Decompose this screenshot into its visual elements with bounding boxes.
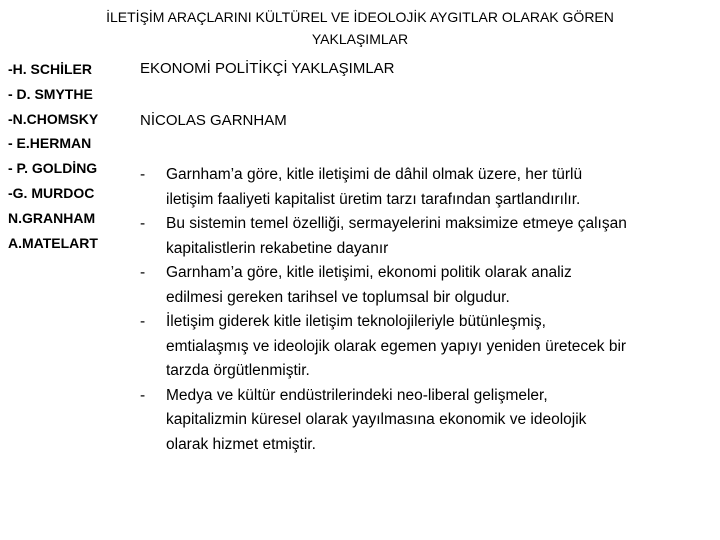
bullet-text-line: Garnham’a göre, kitle iletişimi de dâhil olmak üzere, her türlü <box>166 166 583 183</box>
page-title <box>40 6 680 50</box>
author-name: - E.HERMAN <box>8 135 92 152</box>
section-heading-approaches: EKONOMİ POLİTİKÇİ YAKLAŞIMLAR <box>140 60 395 77</box>
section-heading-garnham: NİCOLAS GARNHAM <box>140 112 287 129</box>
bullet-text-line: edilmesi gereken tarihsel ve toplumsal bir olgudur. <box>166 288 510 306</box>
author-name: - P. GOLDİNG <box>8 160 98 177</box>
bullet-marker: - <box>140 215 146 232</box>
bullet-marker: - <box>140 386 146 404</box>
author-list <box>8 57 98 255</box>
bullet-text-line: İletişim giderek kitle iletişim teknolojileriyle bütünleşmiş, <box>166 313 546 330</box>
bullet-text-line: kapitalistlerin rekabetine dayanır <box>166 239 389 257</box>
bullet-text-line: kapitalizmin küresel olarak yayılmasına ekonomik ve ideolojik <box>166 411 587 428</box>
bullet-text-line: emtialaşmış ve ideolojik olarak egemen yapıyı yeniden üretecek bir <box>166 337 627 355</box>
bullet-text-line: Bu sistemin temel özelliği, sermayelerini maksimize etmeye çalışan <box>166 215 627 232</box>
bullet-item <box>140 384 720 458</box>
bullet-marker: - <box>140 264 146 281</box>
title-line-1: İLETİŞİM ARAÇLARINI KÜLTÜREL VE İDEOLOJİK AYGITLAR OLARAK GÖREN <box>106 9 614 25</box>
bullet-list <box>140 163 720 457</box>
bullet-text-line: iletişim faaliyeti kapitalist üretim tarzı tarafından şartlandırılır. <box>166 190 581 208</box>
title-line-2: YAKLAŞIMLAR <box>311 31 409 47</box>
author-name: N.GRANHAM <box>8 209 96 226</box>
bullet-marker: - <box>140 166 146 183</box>
bullet-item <box>140 212 720 261</box>
bullet-item <box>140 310 720 384</box>
bullet-text-line: Medya ve kültür endüstrilerindeki neo-liberal gelişmeler, <box>166 386 548 404</box>
bullet-marker: - <box>140 313 146 330</box>
bullet-item <box>140 163 720 212</box>
bullet-text-line: olarak hizmet etmiştir. <box>166 435 316 453</box>
author-name: A.MATELART <box>8 234 98 251</box>
author-name: - D. SMYTHE <box>8 85 93 102</box>
bullet-text-line: Garnham’a göre, kitle iletişimi, ekonomi politik olarak analiz <box>166 264 572 281</box>
bullet-item <box>140 261 720 310</box>
author-name: -N.CHOMSKY <box>8 110 99 127</box>
bullet-text-line: tarzda örgütlenmiştir. <box>166 362 310 379</box>
author-name: -H. SCHİLER <box>8 61 92 77</box>
author-name: -G. MURDOC <box>8 184 95 201</box>
